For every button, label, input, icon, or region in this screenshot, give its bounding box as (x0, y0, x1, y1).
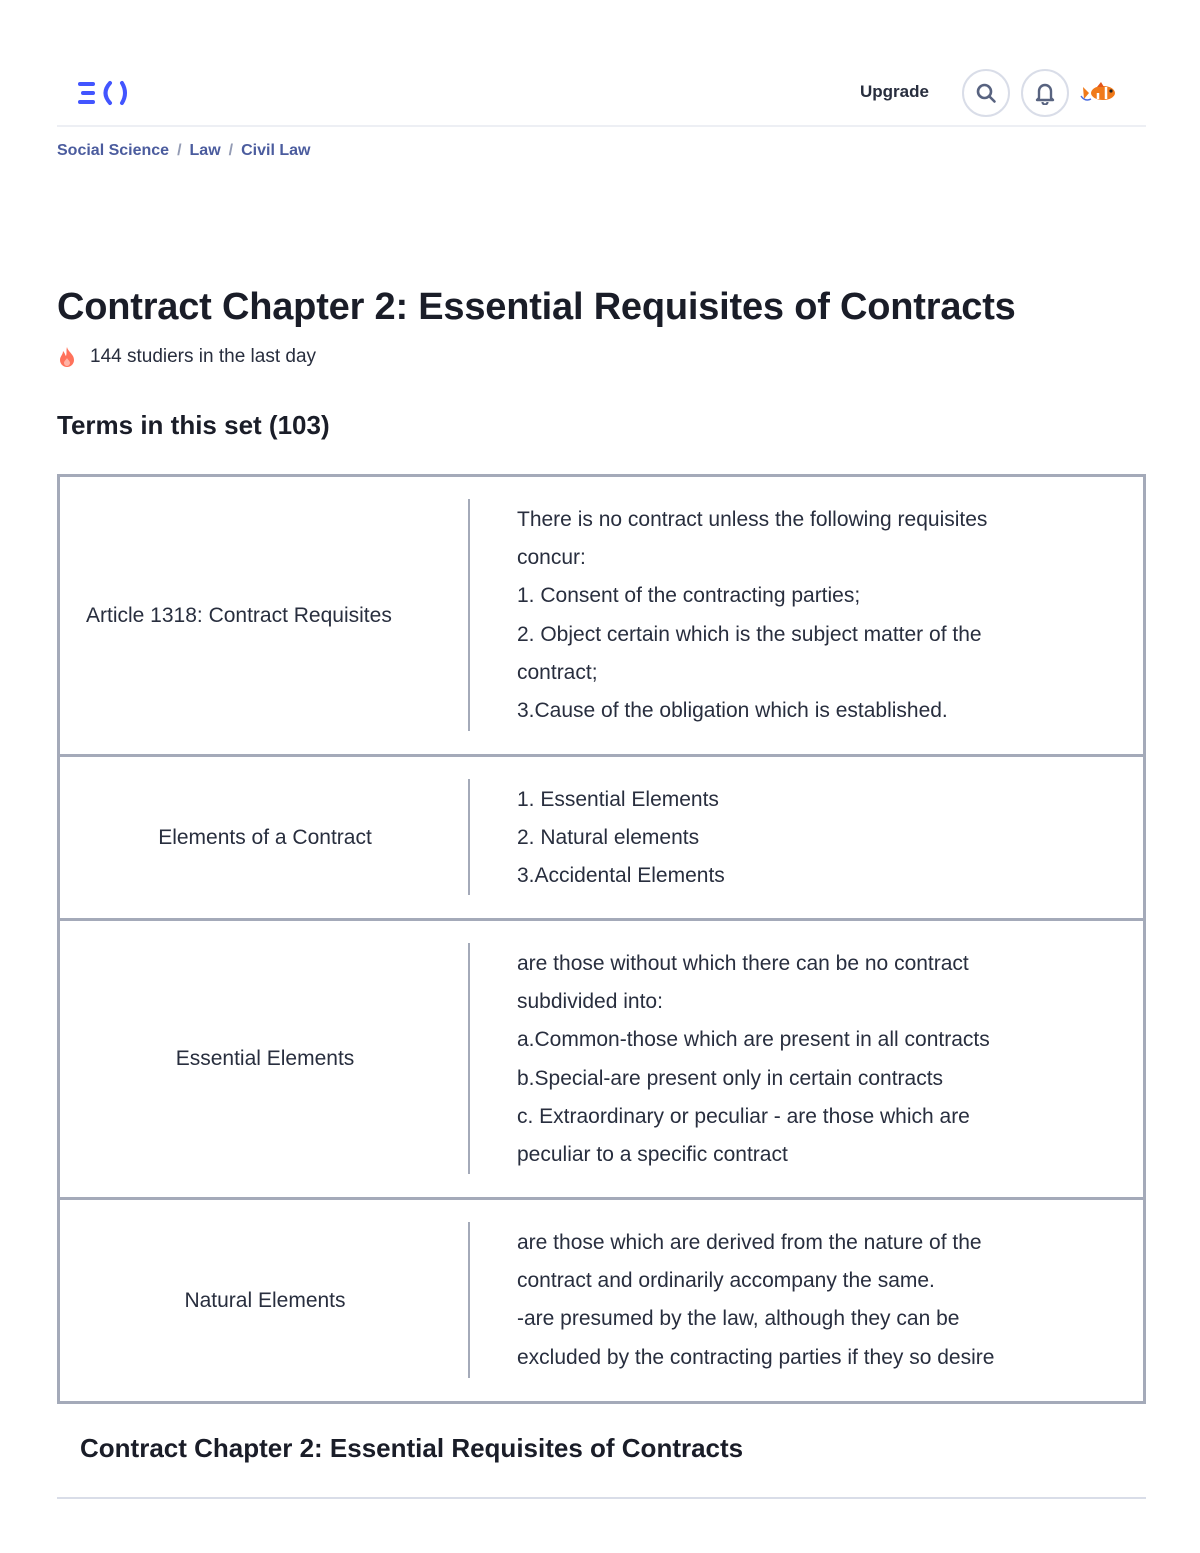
bell-icon (1034, 81, 1056, 105)
definition-line: 1. Essential Elements (517, 788, 719, 811)
quizlet-logo-icon[interactable] (77, 77, 131, 109)
breadcrumb-separator: / (228, 142, 234, 159)
definition-line: excluded by the contracting parties if they so desire (517, 1345, 995, 1369)
search-button[interactable] (962, 69, 1010, 117)
breadcrumb-social-science[interactable]: Social Science (57, 142, 170, 159)
definition-line: 3.Accidental Elements (517, 864, 725, 888)
term-row (60, 757, 1143, 921)
studiers-count (57, 346, 316, 368)
definition-line: 3.Cause of the obligation which is established. (517, 699, 948, 723)
footer-title: Contract Chapter 2: Essential Requisites of Contracts (80, 1433, 744, 1463)
term-text: Article 1318: Contract Requisites (86, 603, 392, 627)
definition-line: are those without which there can be no contract (517, 952, 969, 975)
row-divider (468, 943, 470, 1174)
term-row (60, 921, 1143, 1200)
definition-text (470, 757, 1143, 918)
flame-icon (57, 346, 77, 368)
definition-text (470, 1200, 1143, 1401)
definition-line: contract; (517, 660, 598, 684)
term-text: Elements of a Contract (158, 825, 372, 849)
definition-text (470, 921, 1143, 1197)
definition-text (470, 477, 1143, 754)
notifications-button[interactable] (1021, 69, 1069, 117)
row-divider (468, 1222, 470, 1378)
definition-line: c. Extraordinary or peculiar - are those which are (517, 1104, 970, 1128)
term-row (60, 477, 1143, 757)
upgrade-link[interactable]: Upgrade (860, 82, 929, 101)
definition-line: a.Common-those which are present in all contracts (517, 1028, 990, 1052)
breadcrumb (57, 142, 310, 160)
breadcrumb-separator: / (177, 142, 182, 159)
definition-line: contract and ordinarily accompany the same. (517, 1269, 935, 1293)
avatar[interactable] (1079, 72, 1123, 114)
terms-heading: Terms in this set (103) (57, 410, 330, 440)
term-row (60, 1200, 1143, 1404)
definition-line: concur: (517, 546, 586, 570)
page-title: Contract Chapter 2: Essential Requisites of Contracts (57, 286, 1016, 328)
definition-line: -are presumed by the law, although they can be (517, 1307, 960, 1331)
top-header (57, 60, 1146, 127)
search-icon (975, 82, 997, 104)
definition-line: 2. Natural elements (517, 826, 700, 850)
term-text: Essential Elements (175, 1047, 355, 1070)
definition-line: 2. Object certain which is the subject matter of the (517, 622, 982, 646)
definition-line: peculiar to a specific contract (517, 1143, 788, 1167)
definition-line: subdivided into: (517, 990, 663, 1014)
definition-line: are those which are derived from the nature of the (517, 1231, 982, 1254)
term-text: Natural Elements (184, 1288, 346, 1312)
studiers-text: 144 studiers in the last day (90, 346, 317, 367)
footer-divider (57, 1497, 1146, 1499)
breadcrumb-law[interactable]: Law (189, 142, 221, 159)
row-divider (468, 499, 470, 731)
definition-line: There is no contract unless the following requisites (517, 508, 988, 531)
terms-table (57, 474, 1146, 1404)
breadcrumb-civil-law[interactable]: Civil Law (241, 142, 311, 159)
definition-line: 1. Consent of the contracting parties; (517, 584, 861, 608)
row-divider (468, 779, 470, 895)
definition-line: b.Special-are present only in certain contracts (517, 1066, 944, 1090)
